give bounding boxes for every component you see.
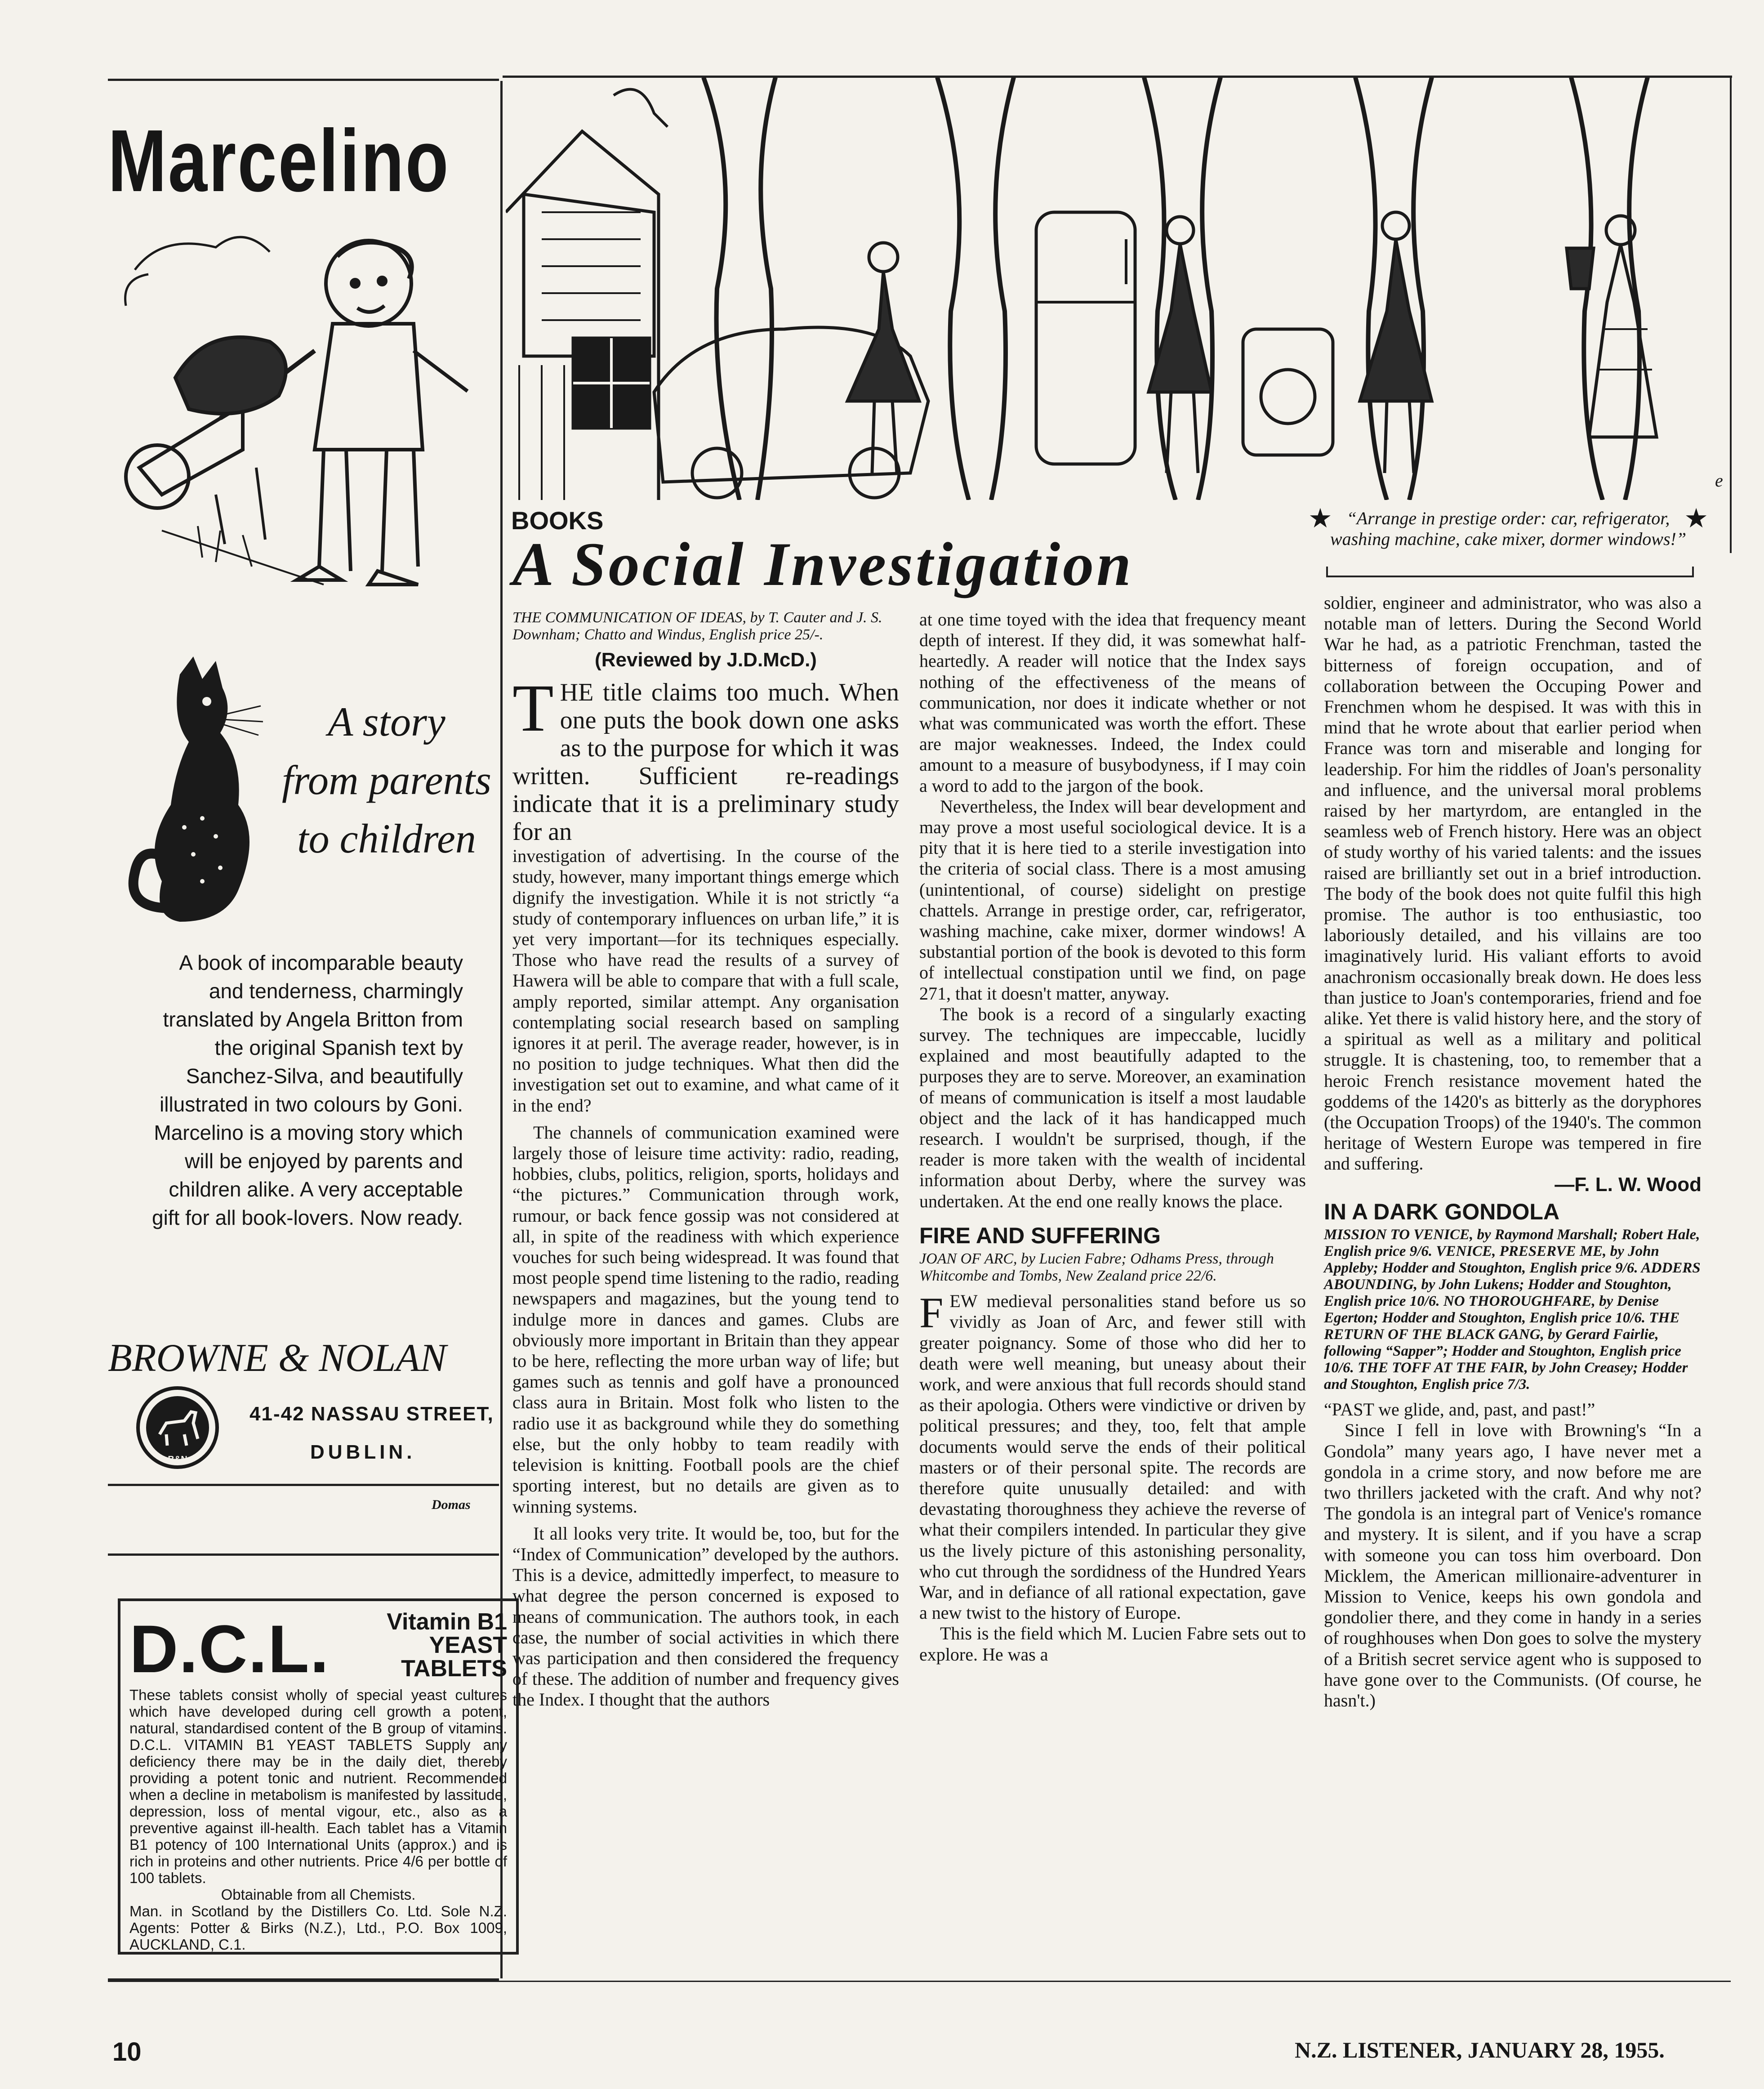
illustrator-credit: Domas	[432, 1497, 471, 1512]
domestic-scene-illustration	[506, 77, 1728, 500]
pull-quote-text: “Arrange in prestige order: car, refrigerator, washing machine, cake mixer, dormer windows!”	[1330, 508, 1687, 549]
review2-paragraph-2: This is the field which M. Lucien Fabre sets out to explore. He was a	[919, 1623, 1306, 1665]
review1-paragraph-4: at one time toyed with the idea that frequency meant depth of interest. If they did, it was somewhat half-heartedly. A reader will notice that the Index says nothing of the effectiveness of the means of communication, nor does it indicate whether or not what was communicated was worth the effort. These are major weaknesses. Indeed, the Index could amount to a measure of busybodyness, if I may coin a word to add to the jargon of the book.	[919, 609, 1306, 796]
ad-rule-top	[108, 79, 499, 81]
headline: A Social Investigation	[512, 530, 1134, 598]
page-number: 10	[112, 2037, 142, 2067]
review1-dropcap: T	[512, 671, 554, 746]
review1-lead-text: HE title claims too much. When one puts the book down one asks as to the purpose for which it was written. Sufficient re-readings indicate that it is a preliminary study for an	[512, 678, 899, 846]
review3-paragraph-1: Since I fell in love with Browning's “In a Gondola” many years ago, I have never met a gondola in a crime story, and now before me are two thrillers jacketed with the craft. And why not? The gondola is an integral part of Venice's romance and mystery. It is silent, and if you have a scrap with someone you can toss him overboard. Don Micklem, the American millionaire-adventurer in Mission to Venice, keeps his own gondola and gondolier there, and they come in handy in a series of roughhouses when Don goes to solve the mystery of a British secret service agent who is supposed to have gone over to the Communists. (Of course, he hasn't.)	[1324, 1420, 1702, 1710]
review1-lead	[512, 671, 899, 846]
article-column-3	[1324, 593, 1702, 1711]
review3-bibliography: MISSION TO VENICE, by Raymond Marshall; Robert Hale, English price 9/6. VENICE, PRESERVE ME, by John Appleby; Hodder and Stoughton, English price 9/6. ADDERS ABOUNDING, by John Lukens; Hodder and Stoughton, English price 10/6. NO THOROUGHFARE, by Denise Egerton; Hodder and Stoughton, English price 10/6. THE RETURN OF THE BLACK GANG, by Gerard Fairlie, following “Sapper”; Hodder and Stoughton, English price 10/6. THE TOFF AT THE FAIR, by John Creasey; Hodder and Stoughton, English price 7/3.	[1324, 1227, 1701, 1393]
review2-heading: FIRE AND SUFFERING	[919, 1223, 1161, 1248]
tagline-line-3: to children	[297, 816, 476, 861]
illustrator-signature: e	[1715, 470, 1723, 491]
ad-tagline	[270, 692, 503, 868]
address-line-2: DUBLIN.	[310, 1441, 416, 1463]
review1-byline: (Reviewed by J.D.McD.)	[595, 649, 817, 671]
review2-dropcap: F	[919, 1289, 944, 1337]
publisher-name: BROWNE & NOLAN	[108, 1336, 446, 1380]
article-column-1	[512, 609, 899, 1710]
review2-paragraph-1	[919, 1291, 1306, 1623]
review3-opening: “PAST we glide, and, past, and past!”	[1324, 1399, 1595, 1420]
cat-silhouette-illustration	[126, 656, 270, 926]
column-rule-right	[1730, 76, 1732, 553]
section-label: BOOKS	[511, 506, 604, 535]
logo-text: B&N	[168, 1455, 187, 1464]
review2-signature: —F. L. W. Wood	[1555, 1173, 1702, 1196]
dcl-advertisement	[118, 1598, 519, 1955]
dcl-body	[129, 1687, 507, 1953]
review3-heading: IN A DARK GONDOLA	[1324, 1199, 1560, 1224]
star-icon-left: ★	[1308, 504, 1332, 533]
ad-rule-mid	[108, 1484, 499, 1486]
review1-paragraph-2: The channels of communication examined were largely those of leisure time activity: radio, reading, hobbies, clubs, politics, religion, sports, holidays and “the pictures.” Communication through work, rumour, or back fence gossip was not considered at all, in spite of the readiness with which experience vouches for such being widespread. It was found that most people spend time listening to the radio, reading newspapers and magazines, but the young tend to indulge more in dances and games. Clubs are obviously more important in Britain than they appear to be here, reflecting the more urban way of life; but games such as tennis and golf have a pronounced class aura in Britain. Most folk who listen to the radio use it as background while they do something else, but the only hobby to team readily with television is knitting. Football pools are the chief sporting interest, but no details are given as to winning systems.	[512, 1122, 899, 1517]
review1-bibliography: THE COMMUNICATION OF IDEAS, by T. Cauter and J. S. Downham; Chatto and Windus, English price 25/-.	[512, 609, 882, 643]
publication-footer: N.Z. LISTENER, JANUARY 28, 1955.	[1295, 2037, 1665, 2062]
pull-quote	[1308, 504, 1708, 576]
dcl-availability: Obtainable from all Chemists.	[221, 1886, 416, 1903]
tagline-line-2: from parents	[282, 757, 491, 803]
pull-quote-bracket	[1326, 567, 1694, 577]
review2-paragraph-3: soldier, engineer and administrator, who was also a notable man of letters. During the Second World War he had, as a patriotic Frenchman, tasted the bitterness of foreign occupation, and of collaboration between the Occuping Power and Frenchmen whom he despised. It was with this in mind that he wrote about that earlier period when France was torn and miserable and longing for leadership. For him the riddles of Joan's personality and influence, and the universal moral problems raised by her martyrdom, are entangled in the seamless web of French history. Here was an object of study worthy of his varied talents: and the issues raised are brilliantly set out in a brief introduction. The body of the book does not quite fulfil this high promise. The author is too enthusiastic, too laboriously detailed, and his villains are too imaginatively lurid. His valiant efforts to avoid anachronism occasionally break down. He does less than justice to Joan's contemporaries, friend and foe alike. Yet there is valid history here, and the story of a spiritual as well as a military and political struggle. It is chastening, too, to remember that a heroic French resistance movement hated the goddems of the 1420's as bitterly as the doryphores (the Occupation Troops) of the 1940's. The common heritage of Western Europe was tempered in fire and suffering.	[1324, 593, 1702, 1174]
dcl-product-line-2: YEAST TABLETS	[401, 1632, 507, 1682]
publisher-logo	[135, 1385, 220, 1470]
ad-rule-mid2	[108, 1553, 499, 1556]
dcl-brand: D.C.L.	[129, 1611, 330, 1687]
review2-bibliography: JOAN OF ARC, by Lucien Fabre; Odhams Press, through Whitcombe and Tombs, New Zealand price 22/6.	[919, 1250, 1274, 1285]
footer-rule	[108, 1981, 1731, 1982]
boy-wheelbarrow-illustration	[108, 216, 494, 607]
review1-paragraph-3: It all looks very trite. It would be, too, but for the “Index of Communication” developed by the authors. This is a device, admittedly imperfect, to measure to what degree the person concerned is exposed to means of communication. The authors took, in each case, the number of social activities in which there was participation and then considered the frequency of these. The addition of number and frequency gives the Index. I thought that the authors	[512, 1523, 899, 1710]
review1-paragraph-5: Nevertheless, the Index will bear development and may prove a most useful sociological device. It is a pity that it is here tied to a sterile investigation into the criteria of social class. There is a most amusing (unintentional, of course) sidelight on prestige chattels. Arrange in prestige order, car, refrigerator, washing machine, cake mixer, dormer windows! A substantial portion of the book is devoted to this form of intellectual constipation until we find, on page 271, that it doesn't matter, anyway.	[919, 796, 1306, 1004]
dcl-body-text: These tablets consist wholly of special yeast cultures which have developed during cell growth a potent, natural, standardised content of the B group of vitamins. D.C.L. VITAMIN B1 YEAST TABLETS Supply any deficiency there may be in the daily diet, thereby providing a potent tonic and nutrient. Recommended when a decline in metabolism is manifested by lassitude, depression, loss of mental vigour, etc., also as a preventive against ill-health. Each tablet has a Vitamin B1 potency of 100 International Units (approx.) and is rich in proteins and other nutrients. Price 4/6 per bottle of 100 tablets.	[129, 1687, 507, 1886]
tagline-line-1: A story	[328, 699, 445, 745]
dcl-product-name	[372, 1610, 507, 1680]
ad-title: Marcelino	[108, 112, 450, 210]
address-line-1: 41-42 NASSAU STREET,	[249, 1403, 494, 1425]
dcl-agents: Man. in Scotland by the Distillers Co. Ltd. Sole N.Z. Agents: Potter & Birks (N.Z.), Ltd., P.O. Box 1009, AUCKLAND, C.1.	[129, 1903, 507, 1953]
review1-paragraph-1: investigation of advertising. In the course of the study, however, many important things emerge which dignify the investigation. While it is not strictly “a study of contemporary influences on urban life,” it is yet very important—for its techniques especially. Those who have read the results of a survey of Hawera will be able to compare that with a full scale, amply reported, similar attempt. Any organisation contemplating social research based on sampling ignores it at peril. The average reader, however, is in no position to judge techniques. What then did the investigation set out to examine, and what came of it in the end?	[512, 846, 899, 1116]
dcl-product-line-1: Vitamin B1	[387, 1609, 507, 1635]
star-icon-right: ★	[1684, 504, 1708, 533]
ad-body-text: A book of incomparable beauty and tenderness, charmingly translated by Angela Britton from the original Spanish text by Sanchez-Silva, and beautifully illustrated in two colours by Goni. Marcelino is a moving story which will be enjoyed by parents and children alike. A very acceptable gift for all book-lovers. Now ready.	[152, 951, 463, 1229]
article-column-2	[919, 609, 1306, 1665]
review2-paragraph-1-text: EW medieval personalities stand before us so vividly as Joan of Arc, and fewer still with greater poignancy. Some of those who did her to death were well meaning, but uneasy about their work, and were anxious that full records should stand as their apologia. Others were vindictive or driven by political pressures; and they, too, felt that ample documents would serve the ends of their political masters or of their personal spite. The records are therefore quite unusually detailed: and with devastating thoroughness they achieve the reverse of what their compilers intended. In particular they give us the lively picture of this astonishing personality, who cut through the sordidness of the Hundred Years War, and in defiance of all rational expectation, gave a new twist to the history of Europe.	[919, 1291, 1306, 1623]
review1-paragraph-6: The book is a record of a singularly exacting survey. The techniques are impeccable, lucidly explained and most beautifully adapted to the purposes they are to serve. Moreover, an examination of means of communication is itself a most laudable object and the lack of it has handicapped much research. I wouldn't be surprised, though, if the reader is more taken with the wealth of incidental information about Derby, where the survey was undertaken. At the end one really knows the place.	[919, 1004, 1306, 1211]
